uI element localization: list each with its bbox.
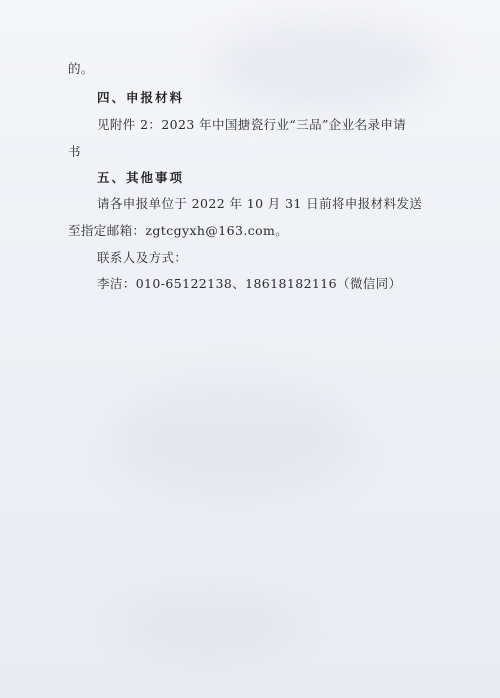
- section-5-body-line-1: 请各申报单位于 2022 年 10 月 31 日前将申报材料发送: [97, 196, 423, 211]
- continuation-line: 的。: [68, 61, 94, 76]
- section-4-heading: 四、申报材料: [97, 90, 185, 105]
- contact-details: 李洁：010-65122138、18618182116（微信同）: [97, 276, 402, 291]
- section-5-body-line-2: 至指定邮箱：zgtcgyxh@163.com。: [68, 223, 289, 238]
- section-4-body-line-2: 书: [68, 144, 81, 159]
- section-5-heading: 五、其他事项: [97, 170, 185, 185]
- contact-label: 联系人及方式：: [97, 250, 188, 265]
- section-4-body-line-1: 见附件 2：2023 年中国搪瓷行业“三品”企业名录申请: [97, 117, 407, 132]
